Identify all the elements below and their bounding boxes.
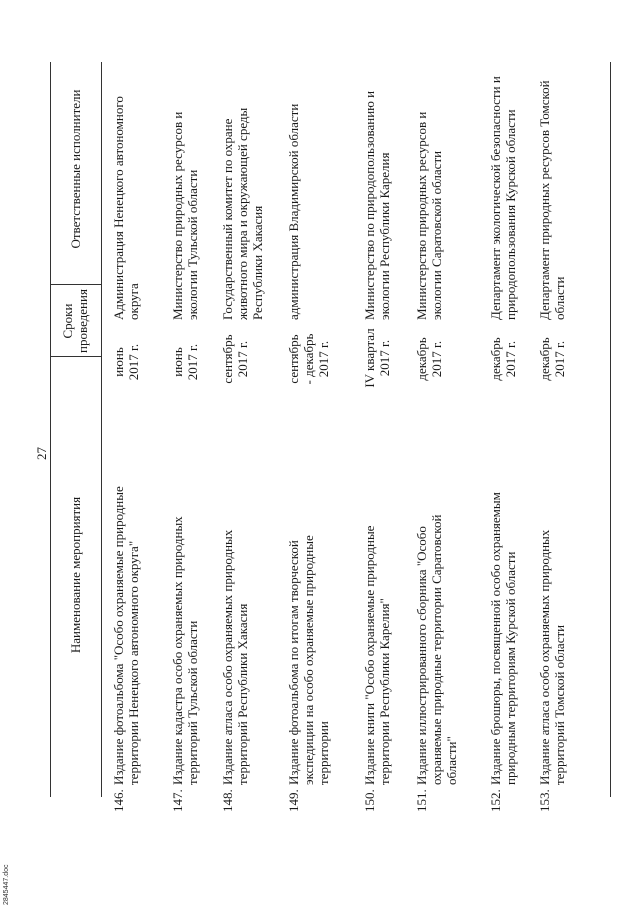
row-number: 151.	[414, 789, 429, 812]
row-number: 152.	[488, 789, 503, 812]
row-executors: Государственный комитет по охране животного мира и окружающей среды Республики Хакасия	[220, 107, 265, 320]
row-name: Издание брошюры, посвященной особо охраняемым природным территориям Курской области	[488, 492, 518, 785]
row-name: Издание атласа особо охраняемых природных территорий Томской области	[537, 529, 567, 785]
row-number: 146.	[111, 789, 126, 812]
row-executors: Министерство природных ресурсов и экологии Тульской области	[170, 111, 200, 320]
row-name: Издание книги "Особо охраняемые природные территории Республики Карелия"	[362, 525, 392, 785]
row-number: 149.	[286, 789, 301, 812]
row-name: Издание атласа особо охраняемых природных территорий Республики Хакасия	[220, 529, 250, 785]
page-number: 27	[34, 447, 49, 460]
row-executors: Министерство природных ресурсов и экологии Саратовской области	[414, 111, 444, 320]
row-name: Издание фотоальбома по итогам творческой экспедиции на особо охраняемые природные территории	[286, 535, 331, 785]
row-executors: администрация Владимирской области	[286, 103, 301, 320]
row-name: Издание фотоальбома "Особо охраняемые природные территории Ненецкого автономного округа"	[111, 486, 141, 785]
header-name: Наименование мероприятия	[68, 496, 83, 654]
row-term: декабрь 2017 г.	[414, 337, 444, 381]
header-term: Сроки проведения	[60, 289, 90, 353]
column-divider-right	[50, 284, 101, 285]
row-number: 147.	[170, 789, 185, 812]
row-number: 150.	[362, 789, 377, 812]
row-term: сентябрь 2017 г.	[220, 334, 250, 384]
table-top-rule	[50, 62, 51, 797]
row-name: Издание кадастра особо охраняемых природных территорий Тульской области	[170, 516, 200, 785]
header-executors: Ответственные исполнители	[68, 89, 83, 249]
row-term: декабрь 2017 г.	[537, 337, 567, 381]
header-bottom-rule	[101, 62, 102, 797]
row-executors: Департамент природных ресурсов Томской области	[537, 80, 567, 320]
row-name: Издание иллюстрированного сборника "Особо охраняемые природные территории Саратовской области"	[414, 514, 459, 785]
row-executors: Департамент экологической безопасности и природопользования Курской области	[488, 76, 518, 320]
row-executors: Администрация Ненецкого автономного округа	[111, 96, 141, 320]
row-term: сентябрь - декабрь 2017 г.	[286, 333, 331, 385]
document-file-id: 2845447.doc	[3, 864, 10, 905]
row-term: IV квартал 2017 г.	[362, 328, 392, 388]
row-term: декабрь 2017 г.	[488, 337, 518, 381]
row-number: 148.	[220, 789, 235, 812]
row-number: 153.	[537, 789, 552, 812]
column-divider-left	[50, 356, 101, 357]
row-executors: Министерство по природопользованию и экологии Республики Карелия	[362, 90, 392, 320]
row-term: июнь 2017 г.	[170, 343, 200, 381]
row-term: июнь 2017 г.	[111, 343, 141, 381]
table-bottom-rule	[610, 62, 611, 797]
